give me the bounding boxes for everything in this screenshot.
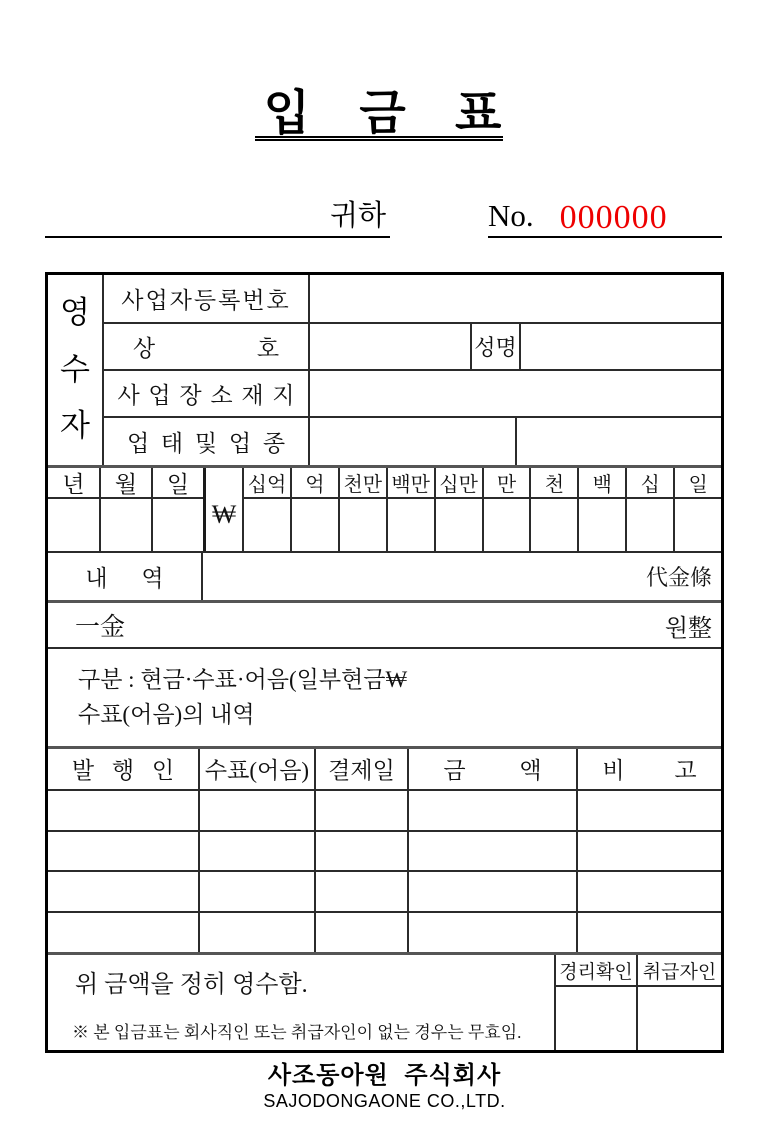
statement-cell	[48, 955, 556, 1050]
date-month-header: 월	[101, 468, 151, 499]
recipient-underline	[45, 198, 390, 238]
receipt-no-label: No.	[488, 198, 534, 233]
receiver-side-label	[48, 275, 104, 465]
category-line-2: 수표(어음)의 내역	[78, 702, 255, 727]
void-notice: ※ 본 입금표는 회사직인 또는 취급자인이 없는 경우는 무효임.	[72, 1023, 522, 1042]
amount-cell	[409, 913, 578, 952]
amount-cell	[409, 832, 578, 871]
trade-name-row	[104, 322, 721, 369]
business-address-label: 사 업 장 소 재 지	[104, 371, 310, 416]
amount-cell	[409, 872, 578, 911]
amount-column-10b	[244, 468, 292, 551]
business-address-row	[104, 369, 721, 416]
amount-cell	[244, 499, 290, 551]
receipt-no-value: 000000	[559, 199, 668, 236]
issuer-cell	[48, 913, 200, 952]
amount-header-1b: 억	[292, 468, 338, 499]
date-day-column	[153, 468, 203, 551]
check-table-row	[48, 870, 721, 911]
amount-cell	[409, 791, 578, 830]
detail-row	[48, 551, 721, 600]
amount-cell	[436, 499, 482, 551]
date-year-header: 년	[48, 468, 99, 499]
remarks-header: 비 고	[602, 758, 697, 784]
check-table-header-row	[48, 749, 721, 789]
recipient-suffix-label: 귀하	[329, 200, 386, 232]
business-type-row	[104, 416, 721, 465]
receiver-char-2: 수	[60, 351, 90, 387]
deposit-form-table	[45, 272, 724, 1053]
title-double-underline	[255, 136, 503, 141]
amount-column-10m	[340, 468, 388, 551]
sum-row	[48, 600, 721, 647]
form-title: 입 금 표	[263, 87, 506, 140]
accounting-confirm-header: 경리확인	[556, 955, 638, 985]
date-day-value-cell	[153, 499, 203, 551]
receiver-char-1: 영	[60, 295, 90, 330]
amount-column-1b	[292, 468, 340, 551]
date-year-value-cell	[48, 499, 99, 551]
won-glyph: ₩	[211, 500, 237, 529]
check-table-row	[48, 830, 721, 871]
check-note-cell	[200, 913, 316, 952]
receiver-char-3: 자	[60, 408, 90, 443]
amount-header-1: 일	[675, 468, 721, 499]
business-reg-row	[104, 275, 721, 322]
issuer-header: 발 행 인	[48, 749, 200, 789]
receipt-statement-section	[48, 952, 721, 1050]
settlement-date-header: 결제일	[316, 749, 409, 789]
amount-header-100: 백	[579, 468, 625, 499]
amount-column-100k	[436, 468, 484, 551]
amount-cell	[340, 499, 386, 551]
issuer-cell	[48, 832, 200, 871]
issuer-cell	[48, 791, 200, 830]
date-month-value-cell	[101, 499, 151, 551]
settlement-date-cell	[316, 872, 409, 911]
category-line-1: 구분 : 현금·수표·어음(일부현금₩	[78, 667, 408, 692]
amount-cell	[675, 499, 721, 551]
amount-header-100k: 십만	[436, 468, 482, 499]
check-note-header: 수표(어음)	[200, 749, 316, 789]
amount-header-1k: 천	[531, 468, 577, 499]
amount-column-10k	[484, 468, 532, 551]
date-month-column	[101, 468, 153, 551]
business-type-value-cell-2	[517, 418, 721, 465]
amount-column-1m	[388, 468, 436, 551]
receiver-section	[48, 275, 721, 465]
settlement-date-cell	[316, 832, 409, 871]
handler-seal-header: 취급자인	[642, 961, 717, 983]
date-amount-section	[48, 465, 721, 551]
sum-label: 一金	[75, 614, 126, 641]
check-note-cell	[200, 832, 316, 871]
amount-cell	[531, 499, 577, 551]
business-reg-number-label: 사업자등록번호	[104, 275, 310, 322]
settlement-date-cell	[316, 913, 409, 952]
amount-header: 금 액	[409, 749, 578, 789]
business-address-value-cell	[310, 371, 721, 416]
date-year-column	[48, 468, 101, 551]
amount-column-1	[675, 468, 721, 551]
amount-header-10b: 십억	[244, 468, 290, 499]
category-section	[48, 647, 721, 746]
amount-header-10: 십	[627, 468, 673, 499]
check-table	[48, 746, 721, 952]
amount-cell	[388, 499, 434, 551]
check-note-cell	[200, 791, 316, 830]
currency-won-symbol	[203, 468, 244, 551]
settlement-date-cell	[316, 791, 409, 830]
amount-header-10m: 천만	[340, 468, 386, 499]
daegumjo-label: 代金條	[645, 565, 712, 590]
business-reg-number-value-cell	[310, 275, 721, 322]
amount-cell	[627, 499, 673, 551]
handler-seal-cell	[638, 987, 721, 1050]
date-day-header: 일	[153, 468, 203, 499]
detail-label: 내 역	[48, 553, 203, 600]
remarks-cell	[578, 872, 721, 911]
remarks-cell	[578, 832, 721, 871]
remarks-cell	[578, 913, 721, 952]
business-type-value-cell-1	[310, 418, 517, 465]
amount-cell	[579, 499, 625, 551]
company-footer	[0, 1055, 769, 1112]
detail-value-cell	[203, 553, 721, 600]
amount-header-1m: 백만	[388, 468, 434, 499]
amount-cell	[484, 499, 530, 551]
receipt-statement: 위 금액을 정히 영수함.	[75, 972, 308, 998]
trade-name-value-cell	[310, 324, 472, 369]
check-note-cell	[200, 872, 316, 911]
remarks-cell	[578, 791, 721, 830]
check-table-row	[48, 911, 721, 952]
person-name-value-cell	[521, 324, 721, 369]
amount-column-100	[579, 468, 627, 551]
amount-header-10k: 만	[484, 468, 530, 499]
business-type-label: 업 태 및 업 종	[104, 418, 310, 465]
trade-name-label: 상 호	[104, 324, 310, 369]
company-name-en: SAJODONGAONE CO.,LTD.	[263, 1091, 506, 1111]
amount-cell	[292, 499, 338, 551]
person-name-label: 성명	[472, 324, 521, 369]
amount-column-10	[627, 468, 675, 551]
amount-column-1k	[531, 468, 579, 551]
issuer-cell	[48, 872, 200, 911]
seal-grid	[556, 955, 721, 1050]
check-table-row	[48, 789, 721, 830]
receipt-no-underline	[488, 194, 722, 238]
accounting-confirm-cell	[556, 987, 638, 1050]
company-name-kr: 사조동아원 주식회사	[267, 1062, 502, 1089]
won-jeong-label: 원整	[664, 615, 712, 642]
